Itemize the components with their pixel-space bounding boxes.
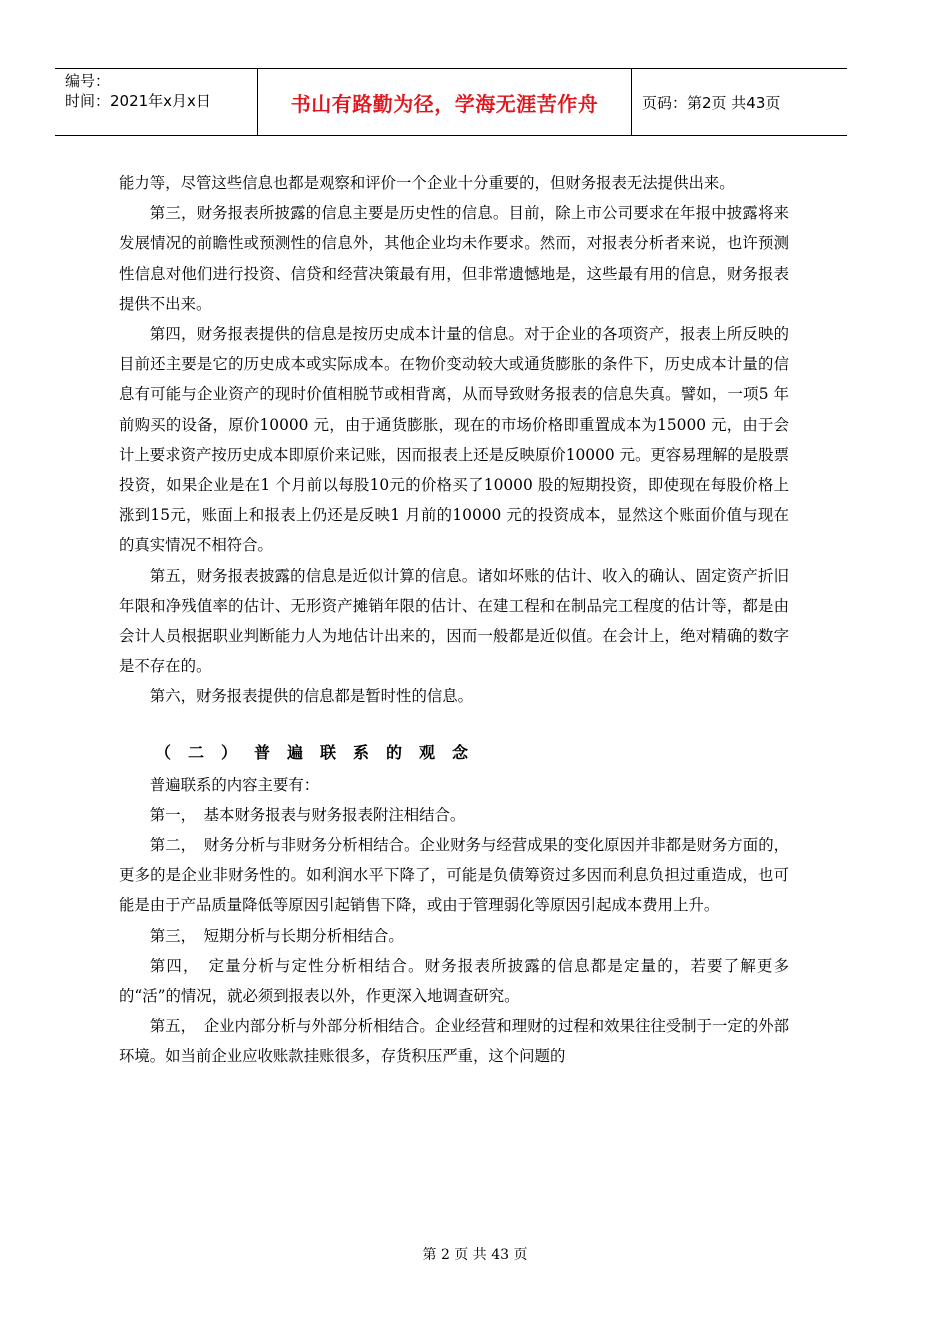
paragraph: 第一， 基本财务报表与财务报表附注相结合。 — [149, 805, 466, 824]
paragraph: 第五，财务报表披露的信息是近似计算的信息。诸如坏账的估计、收入的确认、固定资产折旧年限和净残值率的估计、无形资产摊销年限的估计、在建工程和在制品完工程度的估计等，都是由会计人员根据职业判断能力人为地估计出来的，因而一般都是近似值。在会计上，绝对精确的数字是不存在的。 — [119, 566, 789, 676]
paragraph: 普遍联系的内容主要有： — [149, 775, 320, 794]
document-number-label: 编号： — [65, 72, 111, 90]
paragraph: 第三， 短期分析与长期分析相结合。 — [149, 926, 404, 945]
document-body — [119, 168, 789, 1072]
paragraph: 第四， 定量分析与定性分析相结合。财务报表所披露的信息都是定量的，若要了解更多的“活”的情况，就必须到报表以外，作更深入地调查研究。 — [119, 956, 789, 1006]
page-header — [55, 68, 847, 136]
paragraph: 第三，财务报表所披露的信息主要是历史性的信息。目前，除上市公司要求在年报中披露将来发展情况的前瞻性或预测性的信息外，其他企业均未作要求。然而，对报表分析者来说，也许预测性信息对他们进行投资、信贷和经营决策最有用，但非常遗憾地是，这些最有用的信息，财务报表提供不出来。 — [119, 204, 789, 313]
header-page-info: 页码：第2页 共43页 — [642, 93, 781, 112]
paragraph: 第五， 企业内部分析与外部分析相结合。企业经营和理财的过程和效果往往受制于一定的外部环境。如当前企业应收账款挂账很多，存货积压严重，这个问题的 — [119, 1017, 789, 1066]
paragraph: 第二， 财务分析与非财务分析相结合。企业财务与经营成果的变化原因并非都是财务方面的，更多的是企业非财务性的。如利润水平下降了，可能是负债筹资过多因而利息负担过重造成，也可能是由于产品质量降低等原因引起销售下降，或由于管理弱化等原因引起成本费用上升。 — [119, 836, 789, 915]
page-footer: 第 2 页 共 43 页 — [422, 1247, 528, 1263]
document-time-label: 时间：2021年x月x日 — [65, 92, 211, 110]
header-meta — [55, 69, 258, 135]
header-motto: 书山有路勤为径，学海无涯苦作舟 — [258, 69, 632, 135]
paragraph: 第六，财务报表提供的信息都是暂时性的信息。 — [149, 687, 474, 706]
section-heading: （二）普遍联系的观念 — [155, 742, 486, 762]
paragraph: 第四，财务报表提供的信息是按历史成本计量的信息。对于企业的各项资产，报表上所反映的目前还主要是它的历史成本或实际成本。在物价变动较大或通货膨胀的条件下，历史成本计量的信息有可能与企业资产的现时价值相脱节或相背离，从而导致财务报表的信息失真。譬如，一项5 年前购买的设备，原价10000 元，由于通货膨胀，现在的市场价格即重置成本为15000 元，由于会计上要求资产按历史成本即原价来记账，因而报表上还是反映原价10000 元。更容易理解的是股票投资，如果企业是在1 个月前以每股10元的价格买了10000 股的短期投资，即使现在每股价格上涨到15元，账面上和报表上仍还是反映1 月前的10000 元的投资成本，显然这个账面价值与现在的真实情况不相符合。 — [119, 325, 789, 555]
paragraph: 能力等，尽管这些信息也都是观察和评价一个企业十分重要的，但财务报表无法提供出来。 — [119, 174, 735, 192]
